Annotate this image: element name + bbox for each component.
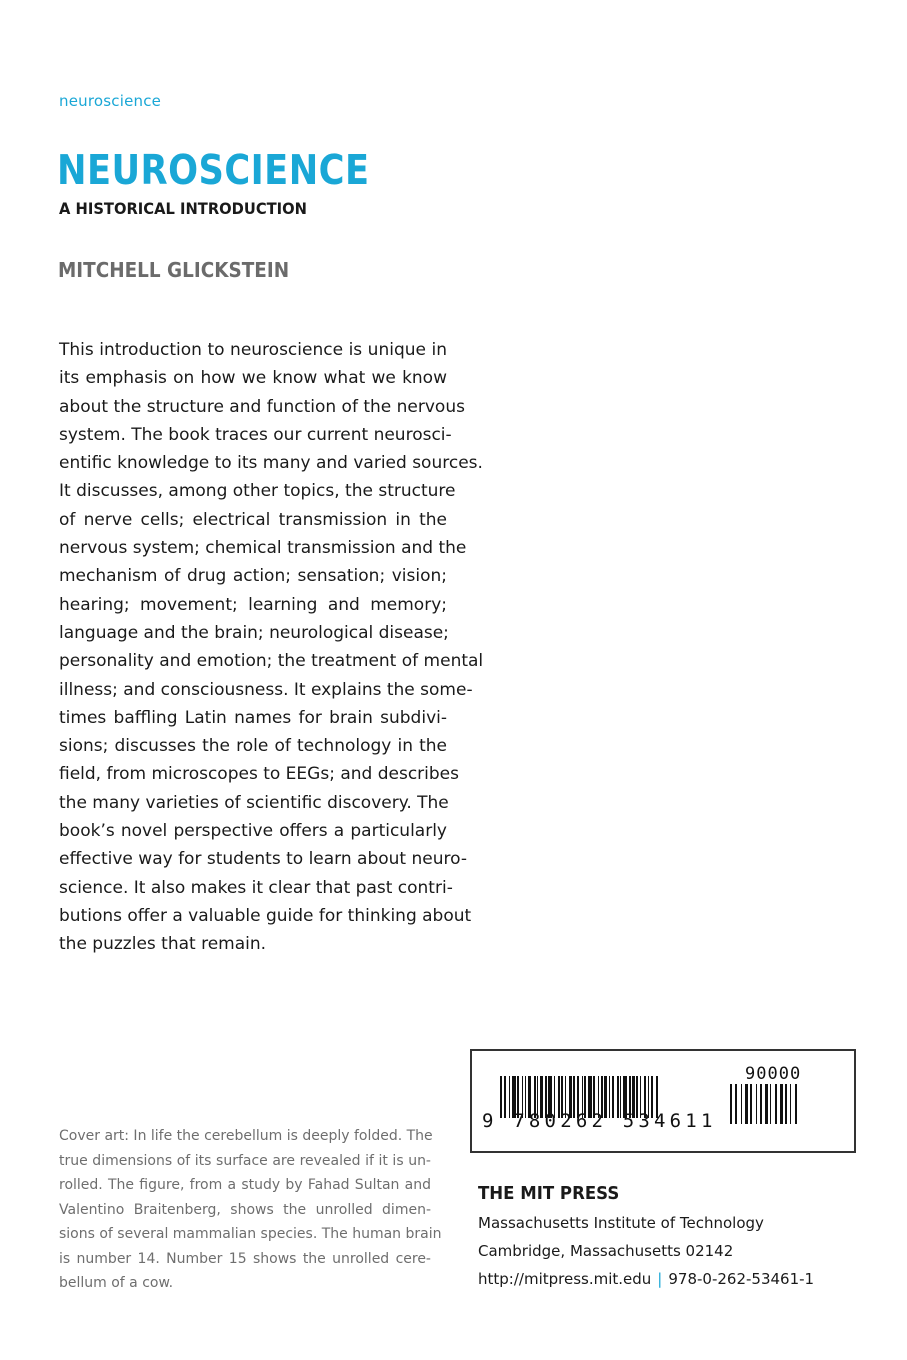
description-line: hearing; movement; learning and memory;: [59, 594, 447, 615]
barcode-bar: [745, 1084, 748, 1124]
description-line: This introduction to neuroscience is unique in: [59, 340, 447, 360]
price-barcode-digits: 90000: [745, 1064, 802, 1084]
publisher-institution: Massachusetts Institute of Technology: [478, 1214, 764, 1232]
publisher-name: THE MIT PRESS: [478, 1183, 620, 1204]
publisher-url[interactable]: http://mitpress.mit.edu: [478, 1270, 652, 1288]
description-line: It discusses, among other topics, the structure: [59, 481, 456, 502]
description-line: its emphasis on how we know what we know: [59, 368, 447, 389]
caption-line: rolled. The figure, from a study by Fahad Sultan and: [59, 1177, 431, 1193]
caption-line: is number 14. Number 15 shows the unrolled cere-: [59, 1250, 431, 1267]
description-line: language and the brain; neurological disease;: [59, 622, 449, 643]
barcode-bar: [750, 1084, 752, 1124]
price-barcode: [730, 1084, 832, 1126]
caption-line: true dimensions of its surface are revealed if it is un-: [59, 1152, 431, 1169]
book-description: [59, 336, 484, 959]
description-line: mechanism of drug action; sensation; vision;: [59, 566, 447, 587]
book-subtitle: A HISTORICAL INTRODUCTION: [59, 199, 307, 218]
barcode-bar: [760, 1084, 762, 1124]
cover-art-caption: [59, 1124, 442, 1296]
description-line: nervous system; chemical transmission and the: [59, 538, 467, 559]
publisher-contact: [478, 1270, 814, 1288]
description-line: field, from microscopes to EEGs; and describes: [59, 764, 459, 785]
caption-line: Valentino Braitenberg, shows the unrolled dimen-: [59, 1201, 431, 1218]
barcode-bar: [756, 1084, 757, 1124]
description-line: system. The book traces our current neurosci-: [59, 424, 452, 445]
description-line: effective way for students to learn about neuro-: [59, 849, 467, 870]
barcode-bar: [795, 1084, 797, 1124]
description-line: science. It also makes it clear that past contri-: [59, 877, 453, 898]
barcode-bar: [765, 1084, 768, 1124]
description-line: the puzzles that remain.: [59, 934, 267, 955]
description-line: illness; and consciousness. It explains the some-: [59, 679, 473, 700]
description-line: of nerve cells; electrical transmission in the: [59, 509, 447, 530]
caption-line: Cover art: In life the cerebellum is deeply folded. The: [59, 1128, 433, 1144]
publisher-city: Cambridge, Massachusetts 02142: [478, 1242, 734, 1260]
description-line: sions; discusses the role of technology in the: [59, 736, 447, 757]
barcode-bar: [730, 1084, 732, 1124]
barcode-bar: [785, 1084, 787, 1124]
book-title: NEUROSCIENCE: [57, 146, 370, 194]
barcode-bar: [780, 1084, 783, 1124]
barcode-bar: [775, 1084, 777, 1124]
isbn-number: 978-0-262-53461-1: [668, 1270, 815, 1288]
barcode-bar: [770, 1084, 771, 1124]
series-label: neuroscience: [59, 92, 162, 110]
description-line: the many varieties of scientific discovery. The: [59, 792, 449, 813]
barcode-bar: [790, 1084, 791, 1124]
description-line: book’s novel perspective offers a particularly: [59, 821, 447, 842]
description-line: personality and emotion; the treatment of mental: [59, 651, 484, 672]
barcode-bar: [735, 1084, 737, 1124]
caption-line: bellum of a cow.: [59, 1275, 174, 1291]
description-line: entific knowledge to its many and varied sources.: [59, 453, 483, 474]
isbn-barcode-digits: 9 780262 534611: [482, 1110, 717, 1132]
caption-line: sions of several mammalian species. The human brain: [59, 1226, 442, 1242]
description-line: butions offer a valuable guide for thinking about: [59, 905, 472, 926]
barcode-bar: [741, 1084, 742, 1124]
author-name: MITCHELL GLICKSTEIN: [58, 258, 290, 282]
description-line: about the structure and function of the nervous: [59, 396, 465, 417]
separator: |: [657, 1270, 663, 1288]
description-line: times baffling Latin names for brain subdivi-: [59, 707, 447, 728]
